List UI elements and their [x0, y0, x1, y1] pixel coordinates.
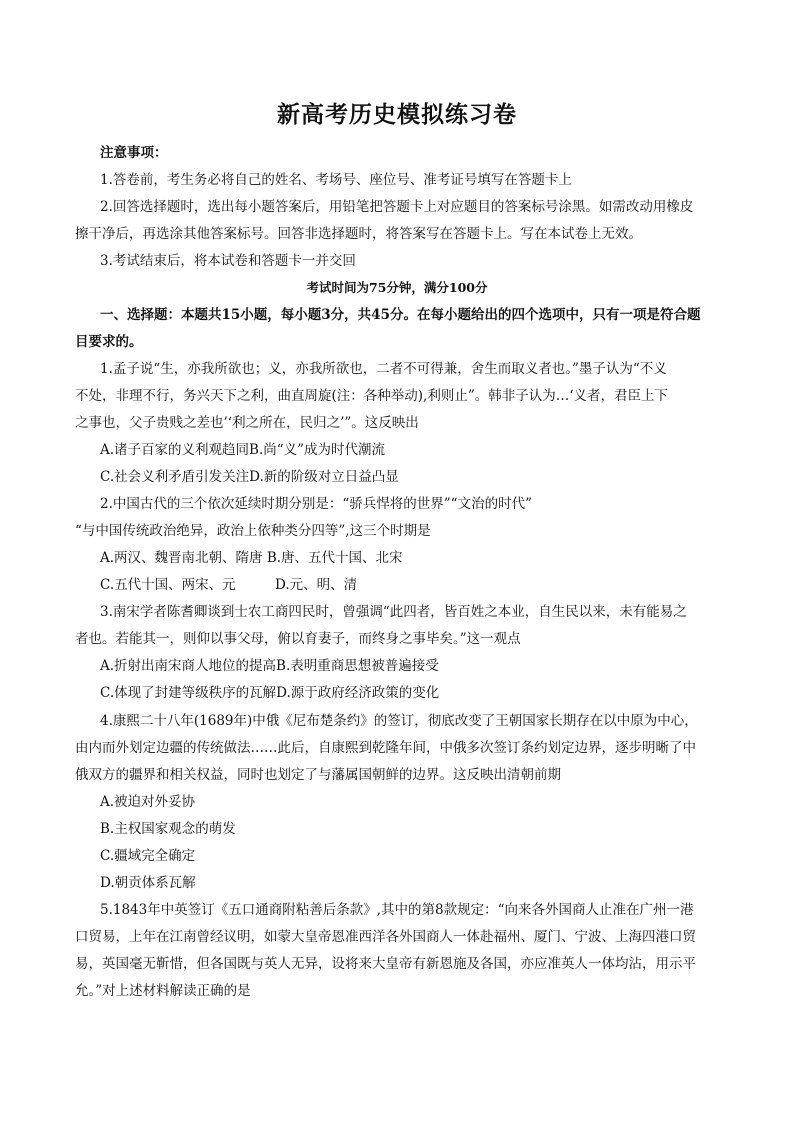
question-2-stem: “与中国传统政治绝异，政治上依种类分四等”,这三个时期是: [75, 523, 431, 539]
notice-item: 3.考试结束后，将本试卷和答题卡一并交回: [100, 253, 356, 269]
page-title: 新高考历史模拟练习卷: [277, 101, 517, 128]
question-4-stem: 俄双方的疆界和相关权益，同时也划定了与藩属国朝鲜的边界。这反映出清朝前期: [75, 767, 561, 783]
question-4-option: C.疆域完全确定: [100, 848, 196, 864]
question-1-stem: 之事也，父子贵贱之差也’‘利之所在，民归之’”。这反映出: [75, 415, 419, 431]
question-1-option: C.社会义利矛盾引发关注D.新的阶级对立日益凸显: [100, 469, 399, 485]
section-heading-cont: 目要求的。: [75, 334, 143, 350]
question-1-option: A.诸子百家的义利观趋同B.尚“义”成为时代潮流: [100, 442, 386, 458]
exam-time: 考试时间为75分钟，满分100分: [306, 280, 488, 295]
question-3-option: C.体现了封建等级秩序的瓦解D.源于政府经济政策的变化: [100, 685, 440, 701]
question-2-option: C.五代十国、两宋、元: [100, 577, 236, 593]
question-2-option: A.两汉、魏晋南北朝、隋唐 B.唐、五代十国、北宋: [100, 550, 403, 566]
question-4-option: D.朝贡体系瓦解: [100, 875, 196, 891]
question-5-stem: 口贸易，上年在江南曾经议明，如蒙大皇帝恩准西洋各外国商人一体赴福州、厦门、宁波、上海四港口贸: [75, 929, 696, 945]
section-heading: 一、选择题：本题共15小题，每小题3分，共45分。在每小题给出的四个选项中，只有一项是符合题: [100, 307, 701, 323]
question-3-stem: 者也。若能其一，则仰以事父母，俯以育妻子，而终身之事毕矣。”这一观点: [75, 631, 521, 647]
question-4-stem: 由内而外划定边疆的传统做法……此后，自康熙到乾隆年间，中俄多次签订条约划定边界，逐步明晰了中: [75, 740, 696, 756]
question-3-stem: 3.南宋学者陈耆卿谈到士农工商四民时，曾强调“此四者，皆百姓之本业，自生民以来，未有能易之: [100, 604, 687, 620]
notice-item: 2.回答选择题时，选出每小题答案后，用铅笔把答题卡上对应题目的答案标号涂黑。如需改动用橡皮: [100, 199, 694, 215]
question-5-stem: 易，英国毫无靳惜，但各国既与英人无异，设将来大皇帝有新恩施及各国，亦应准英人一体均沾，用示平: [75, 956, 696, 972]
question-4-option: A.被迫对外妥协: [100, 794, 196, 810]
question-1-stem: 1.孟子说“生，亦我所欲也；义，亦我所欲也，二者不可得兼，舍生而取义者也。”墨子认为“不义: [100, 361, 667, 377]
question-4-option: B.主权国家观念的萌发: [100, 821, 236, 837]
notice-item: 1.答卷前，考生务必将自己的姓名、考场号、座位号、准考证号填写在答题卡上: [100, 172, 572, 188]
notice-item: 擦干净后，再选涂其他答案标号。回答非选择题时，将答案写在答题卡上。写在本试卷上无效。: [75, 226, 642, 242]
question-2-option: D.元、明、清: [275, 577, 358, 593]
question-1-stem: 不处，非理不行，务兴天下之利，曲直周旋(注：各种举动),利则止”。韩非子认为…‘义者，君臣上下: [75, 388, 669, 404]
question-2-stem: 2.中国古代的三个依次延续时期分别是：“骄兵悍将的世界”“文治的时代”: [100, 496, 532, 512]
question-5-stem: 允。”对上述材料解读正确的是: [75, 983, 251, 999]
question-4-stem: 4.康熙二十八年(1689年)中俄《尼布楚条约》的签订，彻底改变了王朝国家长期存在以中原为中心，: [100, 713, 698, 729]
question-5-stem: 5.1843年中英签订《五口通商附粘善后条款》,其中的第8款规定：“向来各外国商人止准在广州一港: [100, 902, 694, 918]
question-3-option: A.折射出南宋商人地位的提高B.表明重商思想被普遍接受: [100, 658, 439, 674]
notice-heading: 注意事项：: [100, 145, 168, 161]
